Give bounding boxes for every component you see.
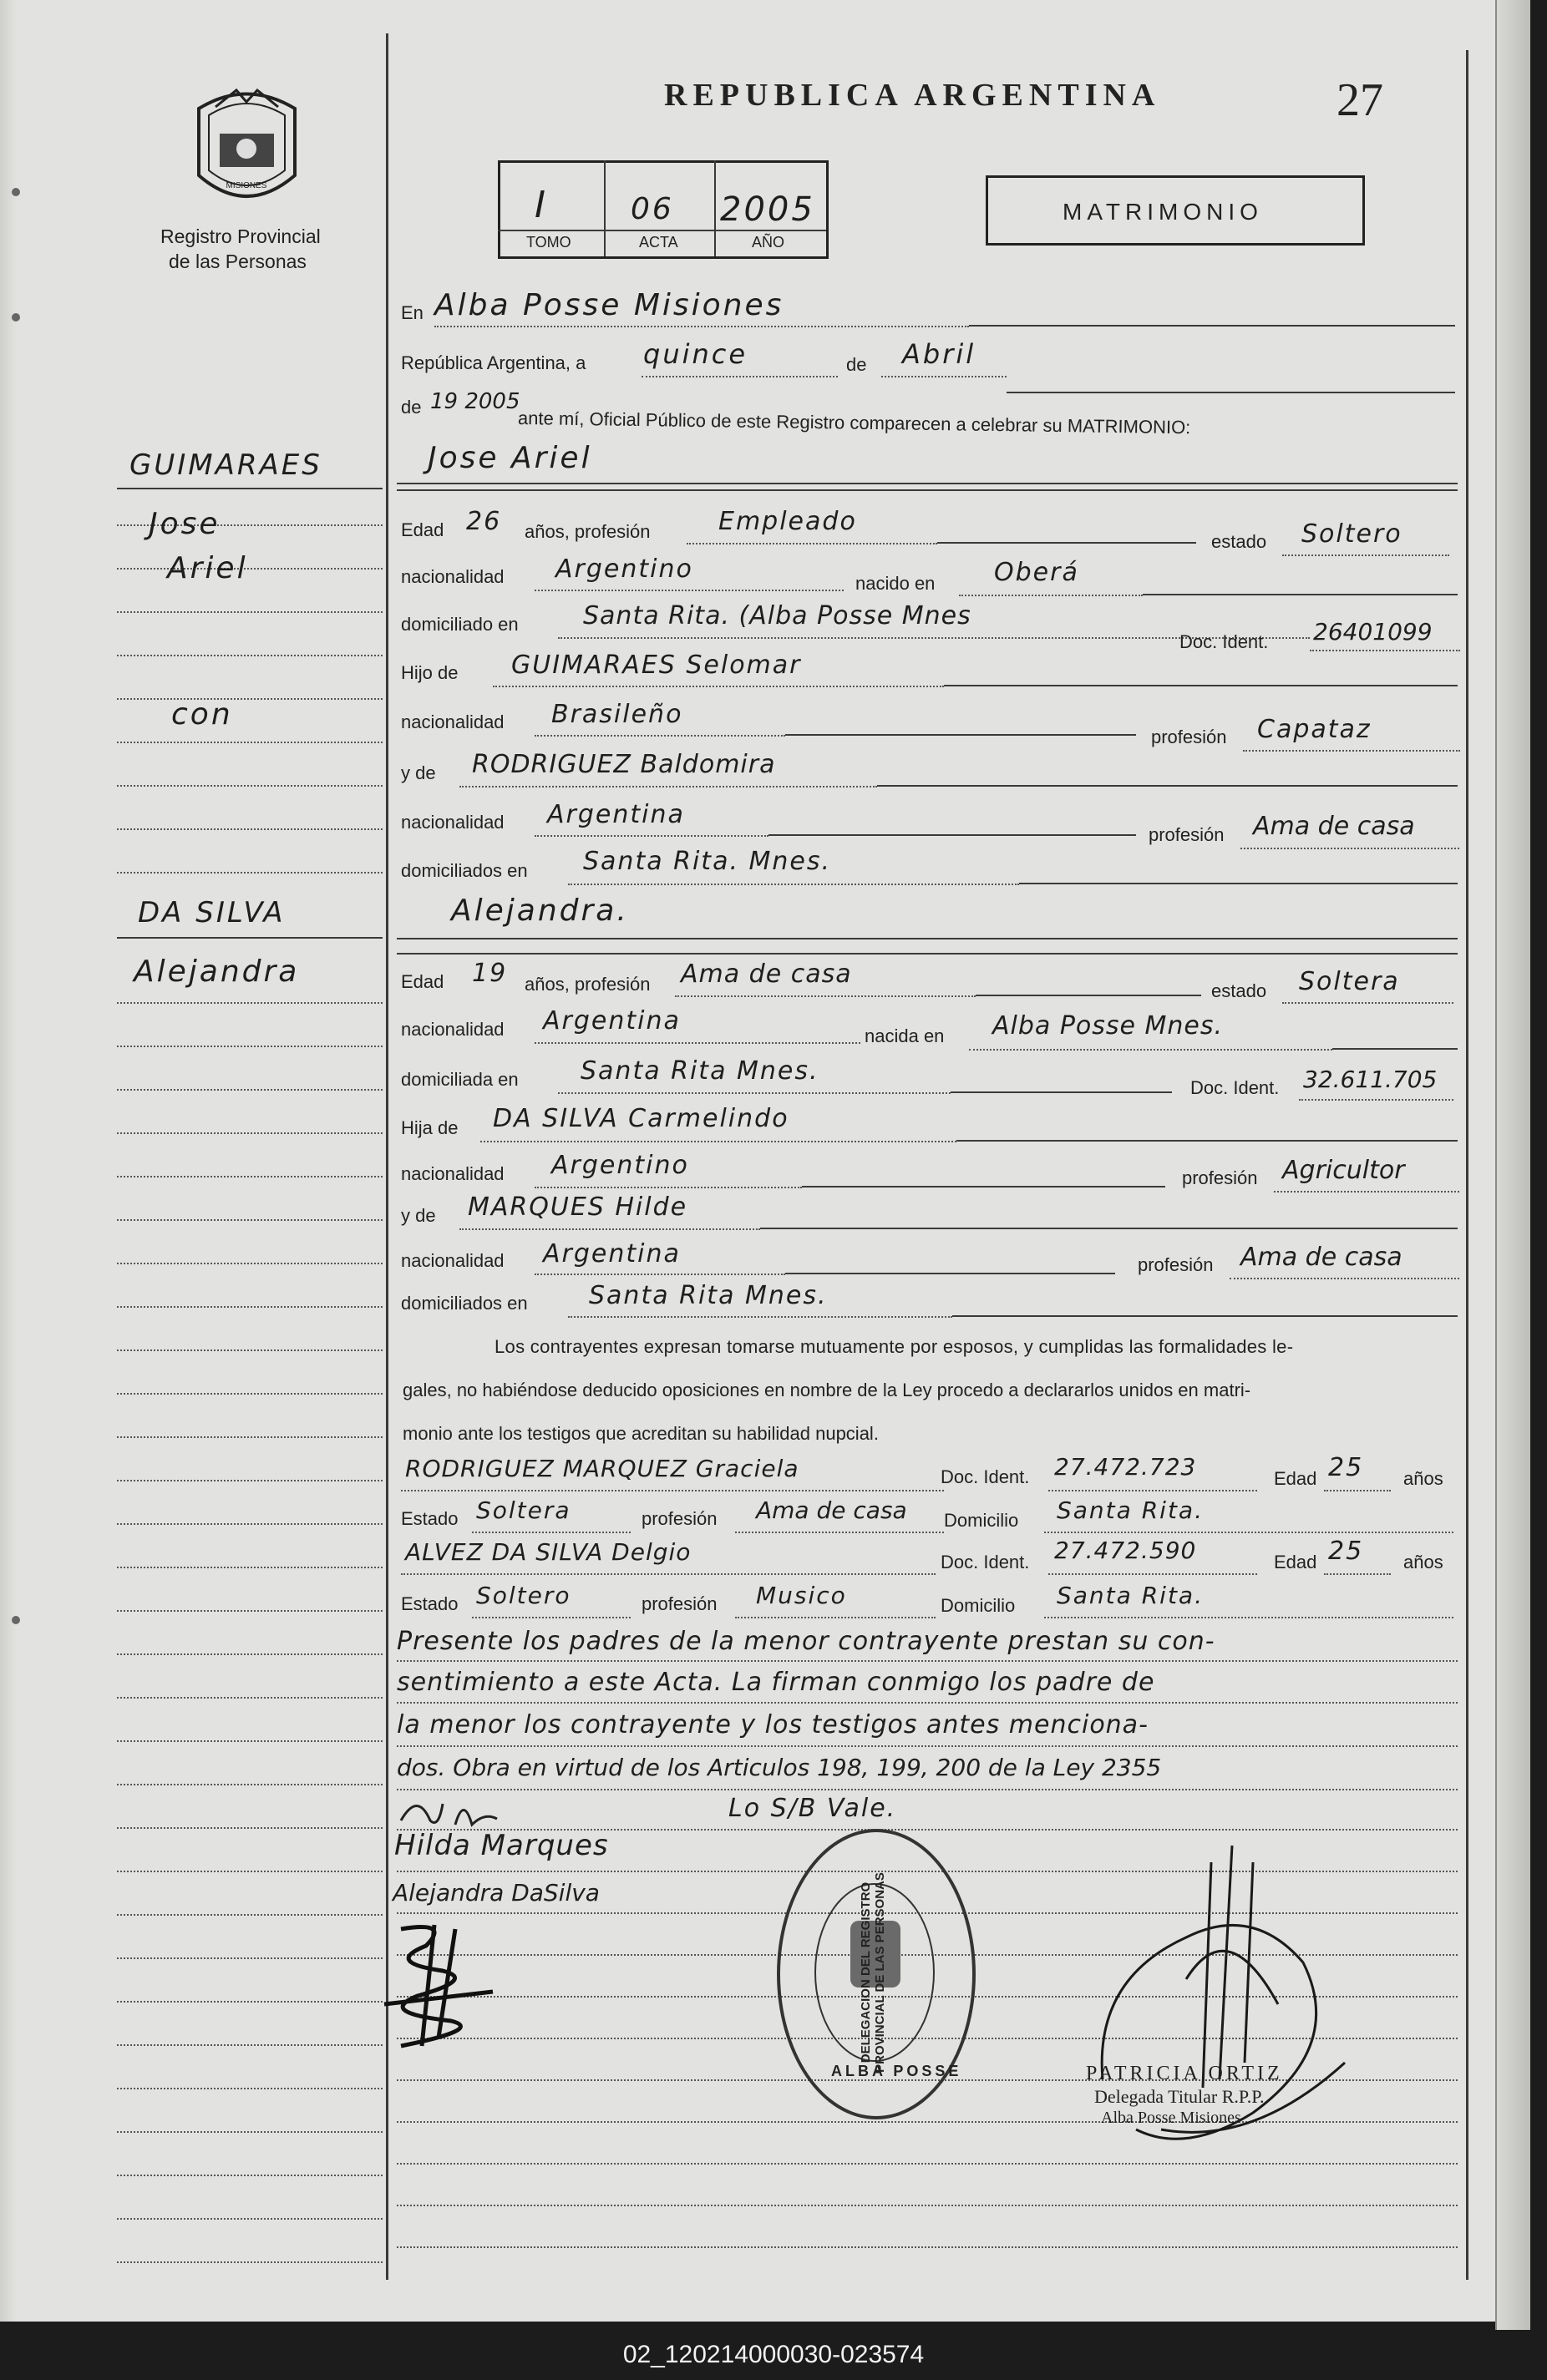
anos-label: años (1403, 1468, 1443, 1489)
field-line (480, 1141, 956, 1142)
binding-hole (12, 1616, 20, 1624)
bride-father-nationality: Argentino (551, 1151, 689, 1180)
box-divider (604, 160, 606, 256)
anos-label: años (1403, 1552, 1443, 1572)
witness2-doc: 27.472.590 (1054, 1537, 1197, 1564)
nacionalidad-label: nacionalidad (401, 1019, 505, 1040)
field-line-double (397, 489, 1458, 491)
field-line (397, 1745, 1458, 1747)
acta-label: ACTA (639, 234, 678, 251)
field-line (535, 735, 785, 737)
margin-ruled-line (117, 1350, 383, 1351)
field-line (785, 1273, 1115, 1274)
field-line (951, 1091, 1172, 1093)
estado-label: estado (1211, 531, 1267, 552)
margin-ruled-line (117, 1610, 383, 1612)
field-line (459, 786, 877, 787)
groom-age: 26 (466, 507, 502, 536)
field-line (952, 1315, 1458, 1317)
margin-ruled-line (117, 1523, 383, 1525)
field-line (735, 1617, 936, 1618)
declaration-line1: Los contrayentes expresan tomarse mutuamente por esposos, y cumplidas las formalidades le- (495, 1336, 1294, 1357)
acta-value: 06 (631, 192, 674, 226)
nacionalidad-label: nacionalidad (401, 1250, 505, 1271)
field-line (568, 884, 1019, 885)
field-line (1274, 1191, 1459, 1193)
field-line (1299, 1099, 1453, 1101)
field-line (976, 995, 1201, 996)
margin-ruled-line (117, 1306, 383, 1308)
signature-ruled-line (397, 2163, 1458, 2165)
margin-ruled-line (117, 785, 383, 787)
margin-ruled-line (117, 2175, 383, 2176)
field-line (735, 1532, 944, 1533)
field-line (1324, 1490, 1391, 1491)
nacionalidad-label: nacionalidad (401, 566, 505, 587)
margin-ruled-line (117, 1263, 383, 1264)
official-place: Alba Posse Misiones (1101, 2109, 1241, 2127)
bride-father-profession: Agricultor (1282, 1156, 1405, 1185)
bride-marital-status: Soltera (1299, 967, 1400, 996)
field-line (568, 1316, 952, 1318)
groom-mother-profession: Ama de casa (1253, 812, 1415, 841)
field-line (535, 1187, 802, 1188)
ceremony-day: quince (643, 338, 748, 370)
doc-ident-label: Doc. Ident. (941, 1466, 1030, 1487)
doc-ident-label: Doc. Ident. (1179, 631, 1269, 652)
witness1-name: RODRIGUEZ MARQUEZ Graciela (405, 1455, 799, 1482)
field-line (472, 1532, 631, 1533)
estado-label: estado (1211, 980, 1267, 1001)
field-line (558, 1092, 951, 1094)
document-id: 02_120214000030-023574 (0, 2330, 1547, 2380)
field-line (944, 685, 1458, 686)
de-label: de (846, 354, 867, 375)
witness1-marital-status: Soltera (476, 1496, 571, 1524)
groom-parents-address: Santa Rita. Mnes. (583, 847, 832, 876)
margin-ruled-line (117, 2261, 383, 2263)
field-line (760, 1228, 1458, 1229)
doc-ident-label: Doc. Ident. (941, 1552, 1030, 1572)
field-line (1324, 1573, 1391, 1575)
signature-bride: Alejandra DaSilva (393, 1879, 600, 1907)
record-type: MATRIMONIO (1063, 199, 1263, 225)
edad-label: Edad (401, 519, 444, 540)
field-line (1282, 1002, 1453, 1004)
witness2-profession: Musico (756, 1582, 847, 1609)
field-line-double (397, 953, 1458, 955)
groom-father-nationality: Brasileño (551, 700, 683, 729)
ante-text: ante mí, Oficial Público de este Registro comparecen a celebrar su MATRIMONIO: (517, 408, 1191, 438)
estado-label: Estado (401, 1508, 459, 1529)
groom-name: Jose Ariel (428, 441, 592, 475)
note-line1: Presente los padres de la menor contrayente prestan su con- (397, 1627, 1215, 1656)
page-number: 27 (1337, 74, 1383, 126)
margin-ruled-line (117, 1957, 383, 1959)
de2-label: de (401, 397, 422, 418)
field-line (1019, 883, 1458, 884)
field-line (397, 938, 1458, 939)
margin-ruled-line (117, 1567, 383, 1568)
domiciliados-label: domiciliados en (401, 860, 528, 881)
en-label: En (401, 302, 424, 323)
ceremony-place: Alba Posse Misiones (434, 288, 784, 322)
margin-ruled-line (117, 1827, 383, 1829)
bride-parents-address: Santa Rita Mnes. (589, 1281, 828, 1310)
stamp-place: ALBA POSSE (831, 2063, 962, 2079)
bride-nationality: Argentina (543, 1006, 681, 1036)
margin-ruled-line (117, 828, 383, 830)
field-line (687, 543, 937, 544)
field-line (401, 1573, 936, 1575)
domicilio-label: Domicilio (944, 1510, 1019, 1531)
margin-ruled-line (117, 1697, 383, 1699)
field-line (969, 325, 1455, 327)
signature-ruled-line (397, 2205, 1458, 2206)
margin-ruled-line (117, 2131, 383, 2133)
margin-ruled-line (117, 1871, 383, 1872)
bride-profession: Ama de casa (681, 960, 852, 989)
field-line (397, 1702, 1458, 1704)
declaration-line3: monio ante los testigos que acreditan su habilidad nupcial. (403, 1423, 879, 1444)
document-title: REPUBLICA ARGENTINA (664, 78, 1161, 113)
field-line (1282, 554, 1449, 556)
declaration-line2: gales, no habiéndose deducido oposiciones en nombre de la Ley procedo a declararlos unidos en matri- (403, 1380, 1251, 1400)
field-line (802, 1186, 1165, 1187)
edad-label: Edad (1274, 1552, 1317, 1572)
profesion-label: profesión (1151, 727, 1227, 747)
anos-profesion-label: años, profesión (525, 974, 651, 995)
bride-age: 19 (472, 959, 508, 988)
field-line (434, 326, 969, 327)
field-line (1048, 1490, 1257, 1491)
field-line (1044, 1532, 1453, 1533)
field-line (535, 590, 844, 591)
field-line (535, 1274, 785, 1275)
margin-bride-surname: DA SILVA (138, 896, 286, 929)
field-line (472, 1617, 631, 1618)
margin-ruled-line (117, 1219, 383, 1221)
margin-ruled-line (117, 1089, 383, 1091)
field-line (1230, 1278, 1459, 1279)
field-line (397, 1660, 1458, 1662)
domiciliado-label: domiciliado en (401, 614, 519, 635)
ceremony-month: Abril (902, 338, 976, 370)
margin-ruled-line (117, 1784, 383, 1785)
anio-value: 2005 (720, 190, 815, 229)
binding-edge (0, 0, 17, 2322)
profesion-label: profesión (642, 1508, 718, 1529)
note-line2: sentimiento a este Acta. La firman conmigo los padre de (397, 1668, 1155, 1697)
field-line (785, 734, 1136, 736)
margin-ruled-line (117, 1436, 383, 1438)
profesion-label: profesión (642, 1593, 718, 1614)
hija-label: Hija de (401, 1117, 459, 1138)
margin-ruled-line (117, 2088, 383, 2089)
page-stack-edge (1495, 0, 1530, 2330)
field-line (1143, 594, 1458, 595)
edad-label: Edad (1274, 1468, 1317, 1489)
margin-ruled-line (117, 872, 383, 874)
margin-ruled-line (117, 1393, 383, 1395)
signature-mother: Hilda Marques (394, 1829, 609, 1862)
margin-ruled-line (117, 1740, 383, 1742)
margin-ruled-line (117, 698, 383, 700)
stamp-text: DELEGACION DEL REGISTRO PROVINCIAL DE LAS PERSONAS (859, 1872, 887, 2073)
doc-ident-label: Doc. Ident. (1190, 1077, 1280, 1098)
note-line5: Lo S/B Vale. (728, 1794, 897, 1823)
field-line (1310, 650, 1460, 651)
witness1-profession: Ama de casa (756, 1496, 907, 1524)
ceremony-year: 19 2005 (430, 389, 520, 414)
margin-ruled-line (117, 568, 383, 570)
anos-profesion-label: años, profesión (525, 521, 651, 542)
field-line (401, 1490, 944, 1491)
field-line (1044, 1617, 1453, 1618)
signature-scribble-groom (351, 1912, 518, 2054)
margin-ruled-line (117, 1176, 383, 1177)
margin-ruled-line (117, 611, 383, 613)
note-line4: dos. Obra en virtud de los Articulos 198, 199, 200 de la Ley 2355 (397, 1754, 1162, 1781)
estado-label: Estado (401, 1593, 459, 1614)
groom-doc-number: 26401099 (1313, 618, 1433, 646)
field-line (1332, 1048, 1458, 1050)
signature-ruled-line (397, 2246, 1458, 2248)
box-divider (714, 160, 716, 256)
margin-ruled-line (117, 655, 383, 656)
field-line (397, 1789, 1458, 1790)
note-line3: la menor los contrayente y los testigos antes menciona- (397, 1710, 1149, 1739)
margin-ruled-line (117, 1480, 383, 1481)
edad-label: Edad (401, 971, 444, 992)
margin-ruled-line (117, 2218, 383, 2220)
margin-ruled-line (117, 1002, 383, 1004)
y-de-label: y de (401, 762, 436, 783)
margin-rule-solid (117, 937, 383, 939)
field-line (969, 1049, 1332, 1051)
profesion-label: profesión (1138, 1254, 1214, 1275)
hijo-label: Hijo de (401, 662, 459, 683)
margin-bride-given: Alejandra (134, 955, 300, 989)
domiciliada-label: domiciliada en (401, 1069, 519, 1090)
witness2-marital-status: Soltero (476, 1582, 571, 1609)
margin-ruled-line (117, 2044, 383, 2046)
bride-mother-profession: Ama de casa (1240, 1243, 1402, 1272)
nacido-label: nacido en (855, 573, 936, 594)
binding-hole (12, 188, 20, 196)
witness2-name: ALVEZ DA SILVA Delgio (405, 1538, 692, 1566)
official-title: Delegada Titular R.P.P. (1094, 2086, 1265, 2107)
witness1-age: 25 (1328, 1453, 1364, 1482)
groom-profession: Empleado (718, 507, 857, 536)
groom-birthplace: Oberá (994, 558, 1079, 587)
bride-address: Santa Rita Mnes. (581, 1056, 819, 1086)
field-line (1240, 848, 1459, 849)
box-label-rule (498, 230, 826, 231)
margin-ruled-line (117, 1914, 383, 1916)
margin-ruled-line (117, 1132, 383, 1134)
svg-text:MISIONES: MISIONES (226, 181, 267, 190)
bride-doc-number: 32.611.705 (1303, 1066, 1438, 1093)
field-line (493, 686, 944, 687)
domiciliados-label: domiciliados en (401, 1293, 528, 1314)
groom-marital-status: Soltero (1301, 519, 1402, 549)
bride-mother: MARQUES Hilde (468, 1193, 688, 1222)
anio-label: AÑO (752, 234, 785, 251)
margin-ruled-line (117, 1653, 383, 1655)
bride-name: Alejandra. (451, 894, 629, 928)
groom-nationality: Argentino (555, 554, 693, 584)
nacionalidad-label: nacionalidad (401, 1163, 505, 1184)
field-line (642, 376, 838, 377)
province-seal (190, 84, 303, 213)
witness1-address: Santa Rita. (1057, 1496, 1204, 1524)
margin-rule-solid (117, 488, 383, 489)
registry-name-line2: de las Personas (169, 251, 307, 272)
groom-father-profession: Capataz (1257, 715, 1372, 744)
nacionalidad-label: nacionalidad (401, 812, 505, 833)
field-line (881, 376, 1007, 377)
domicilio-label: Domicilio (941, 1595, 1016, 1616)
nacida-label: nacida en (865, 1025, 945, 1046)
field-line (877, 785, 1458, 787)
field-line (768, 834, 1136, 836)
field-line (937, 542, 1196, 544)
field-line (535, 1042, 860, 1044)
field-line (459, 1228, 760, 1230)
y-de-label: y de (401, 1205, 436, 1226)
groom-father: GUIMARAES Selomar (511, 651, 802, 680)
bride-birthplace: Alba Posse Mnes. (992, 1011, 1224, 1041)
field-line (535, 835, 768, 837)
republica-label: República Argentina, a (401, 352, 586, 373)
bride-father: DA SILVA Carmelindo (493, 1104, 789, 1133)
binding-hole (12, 313, 20, 322)
bride-mother-nationality: Argentina (543, 1239, 681, 1268)
field-line (959, 595, 1143, 596)
profesion-label: profesión (1182, 1167, 1258, 1188)
registry-name-line1: Registro Provincial (160, 225, 321, 247)
field-line (675, 995, 976, 997)
margin-ruled-line (117, 1046, 383, 1047)
field-line (1007, 392, 1455, 393)
groom-mother-nationality: Argentina (547, 800, 685, 829)
margin-conjunction: con (171, 697, 233, 732)
margin-ruled-line (117, 2001, 383, 2003)
witness2-address: Santa Rita. (1057, 1582, 1204, 1609)
margin-groom-given1: Jose (149, 507, 221, 541)
margin-groom-surname: GUIMARAES (129, 448, 322, 482)
field-line (1048, 1573, 1257, 1575)
right-border (1466, 50, 1468, 2280)
profesion-label: profesión (1149, 824, 1225, 845)
tomo-label: TOMO (526, 234, 571, 251)
nacionalidad-label: nacionalidad (401, 711, 505, 732)
tomo-value: I (535, 184, 548, 226)
witness1-doc: 27.472.723 (1054, 1453, 1197, 1481)
witness2-age: 25 (1328, 1537, 1364, 1566)
official-name: PATRICIA ORTIZ (1086, 2063, 1283, 2084)
groom-mother: RODRIGUEZ Baldomira (472, 750, 776, 779)
margin-groom-given2: Ariel (167, 551, 248, 585)
margin-ruled-line (117, 742, 383, 743)
field-line (956, 1140, 1458, 1142)
groom-address: Santa Rita. (Alba Posse Mnes (583, 601, 971, 630)
field-line (397, 483, 1458, 484)
field-line (1243, 750, 1460, 752)
